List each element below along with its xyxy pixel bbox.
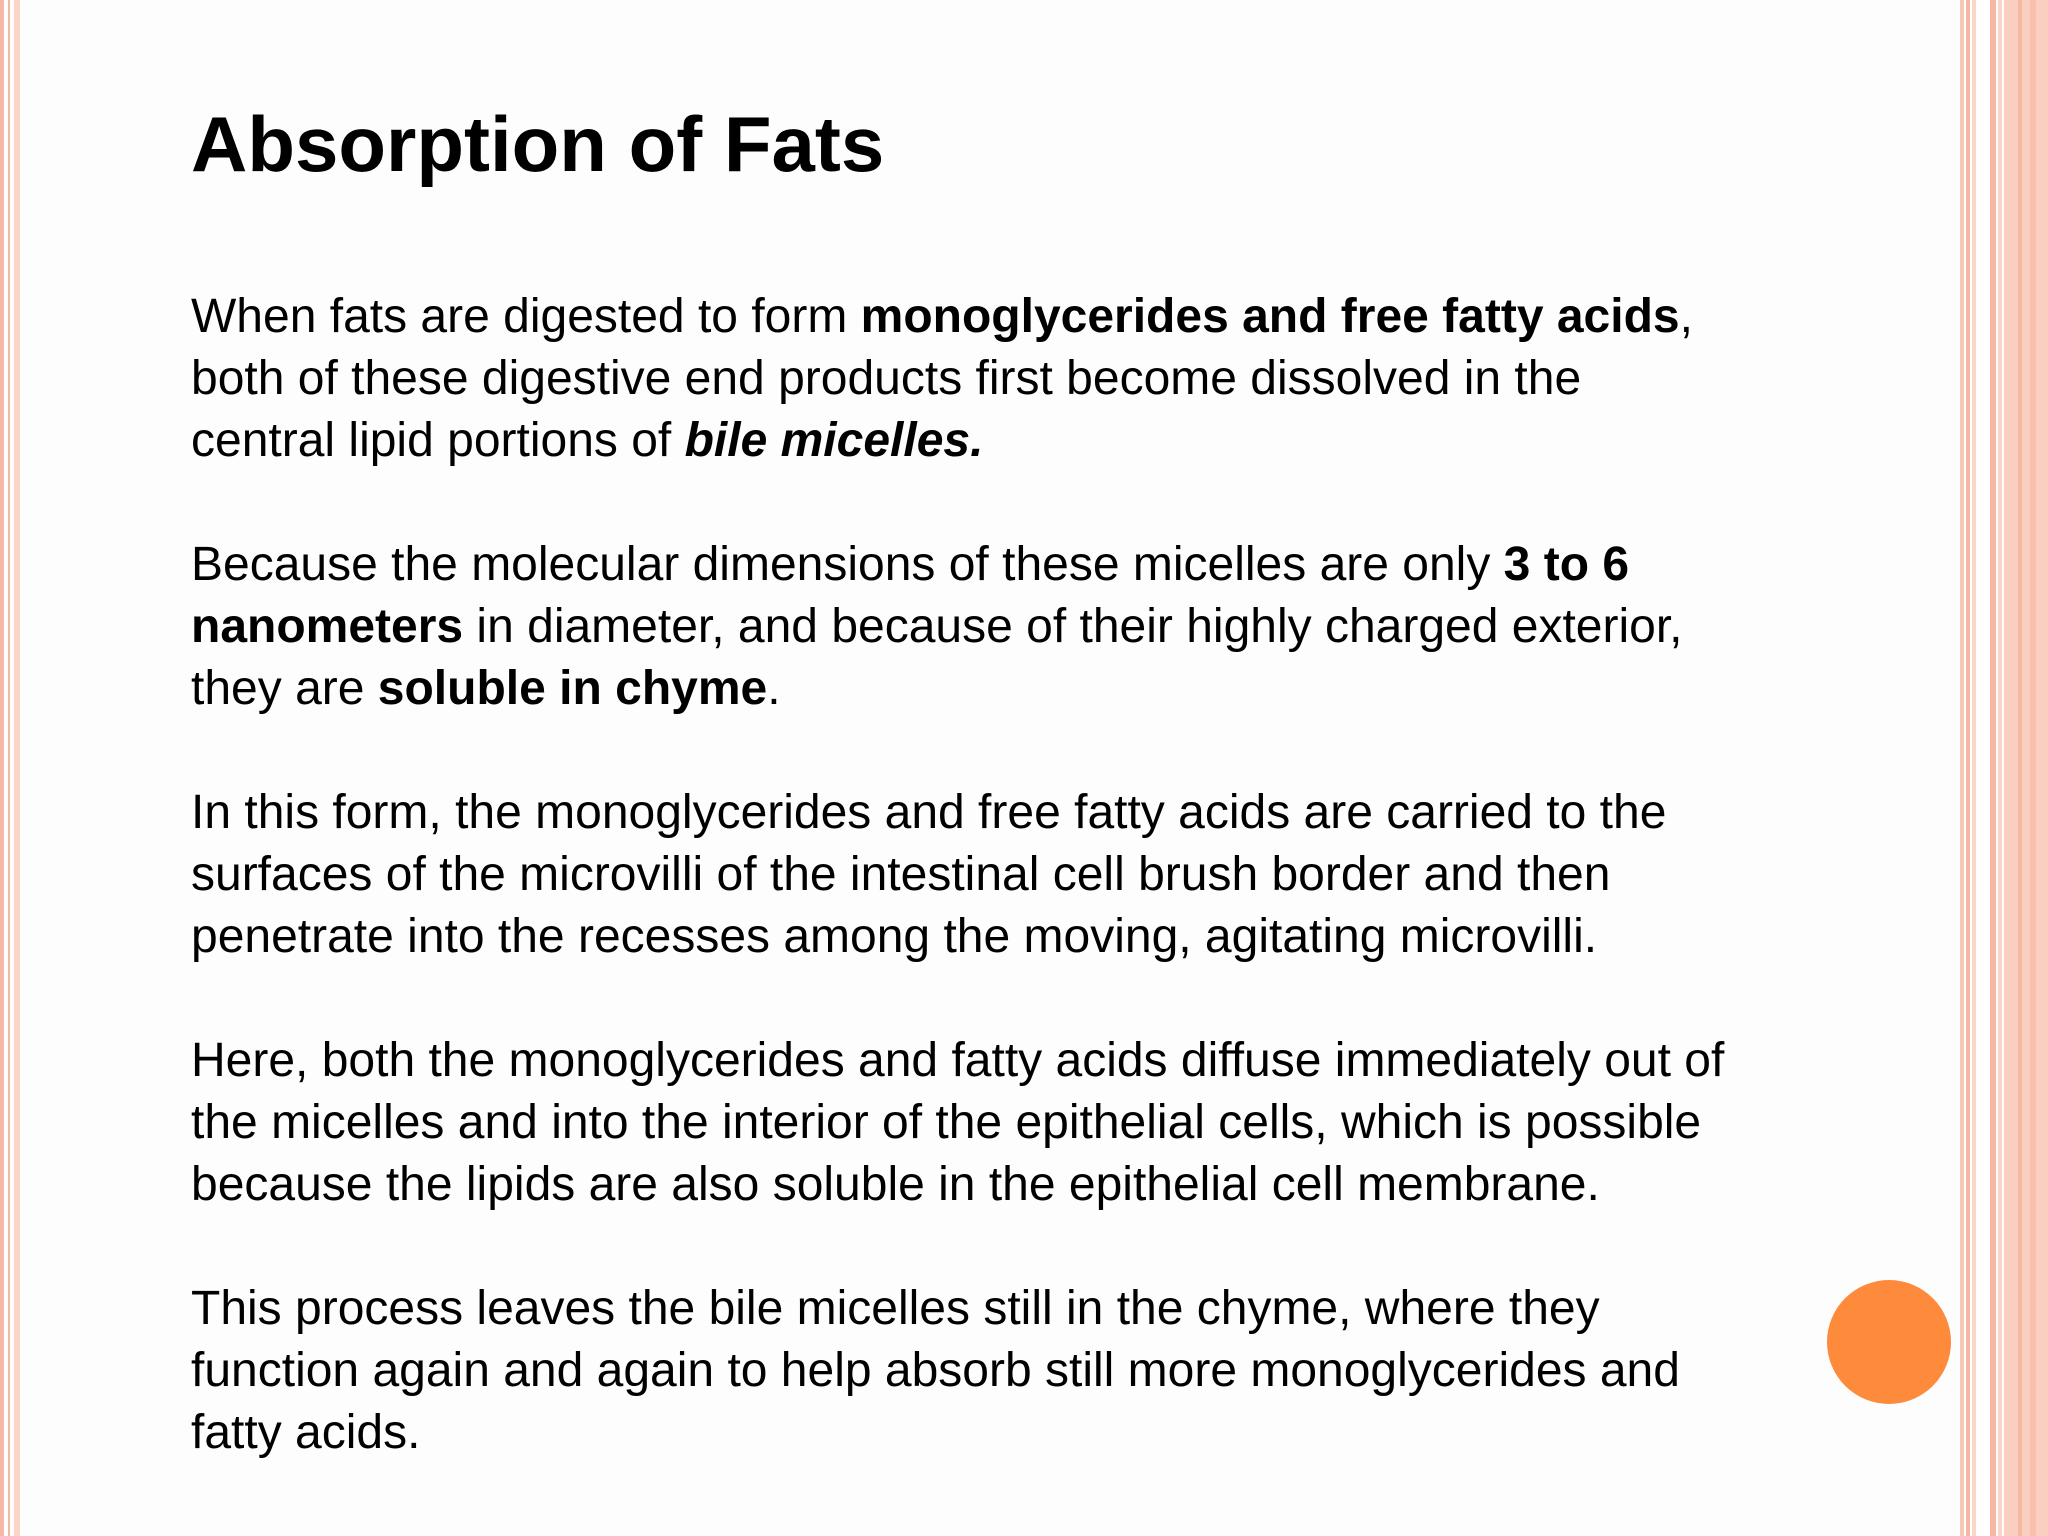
paragraph-line: because the lipids are also soluble in the epithelial cell membrane. xyxy=(191,1158,1600,1211)
left-border-line xyxy=(14,0,20,1536)
text-run-bold: monoglycerides and free fatty acids xyxy=(860,290,1680,343)
right-border-line xyxy=(2018,0,2022,1536)
paragraph-line: In this form, the monoglycerides and free fatty acids are carried to the xyxy=(191,786,1667,839)
slide-title: Absorption of Fats xyxy=(191,100,885,188)
left-border-line xyxy=(0,0,4,1536)
text-run-bold: nanometers xyxy=(191,600,464,653)
right-border-line xyxy=(1990,0,1996,1536)
paragraph-4 xyxy=(191,1030,1891,1216)
paragraph-line xyxy=(191,286,1891,348)
slide-body xyxy=(191,286,1891,1526)
text-run-bold: 3 to 6 xyxy=(1503,538,1630,591)
right-border-line xyxy=(1998,0,2002,1536)
paragraph-1 xyxy=(191,286,1891,472)
paragraph-line: both of these digestive end products first become dissolved in the xyxy=(191,352,1582,405)
right-border-gap xyxy=(1978,0,1990,1536)
paragraph-2 xyxy=(191,534,1891,720)
text-run-bold-italic: bile micelles. xyxy=(684,414,984,467)
right-border-line xyxy=(1960,0,1964,1536)
paragraph-3 xyxy=(191,782,1891,968)
text-run: they are xyxy=(191,662,378,715)
text-run: When fats are digested to form xyxy=(191,290,861,343)
paragraph-line xyxy=(191,596,1891,658)
paragraph-5 xyxy=(191,1278,1891,1464)
paragraph-line xyxy=(191,410,1891,472)
paragraph-line xyxy=(191,658,1891,720)
decorative-circle-icon xyxy=(1827,1280,1951,1404)
right-border-band xyxy=(2004,0,2048,1536)
right-border-line xyxy=(2030,0,2036,1536)
text-run: . xyxy=(767,662,781,715)
text-run: , xyxy=(1679,290,1693,343)
paragraph-line xyxy=(191,534,1891,596)
right-border-line xyxy=(1966,0,1970,1536)
paragraph-line: Here, both the monoglycerides and fatty acids diffuse immediately out of xyxy=(191,1034,1725,1087)
paragraph-line: function again and again to help absorb still more monoglycerides and xyxy=(191,1344,1680,1397)
paragraph-line: penetrate into the recesses among the moving, agitating microvilli. xyxy=(191,910,1598,963)
text-run: in diameter, and because of their highly charged exterior, xyxy=(463,600,1683,653)
text-run-bold: soluble in chyme xyxy=(377,662,768,715)
paragraph-line: This process leaves the bile micelles still in the chyme, where they xyxy=(191,1282,1600,1335)
paragraph-line: the micelles and into the interior of the epithelial cells, which is possible xyxy=(191,1096,1702,1149)
text-run: central lipid portions of xyxy=(191,414,685,467)
paragraph-line: surfaces of the microvilli of the intestinal cell brush border and then xyxy=(191,848,1611,901)
paragraph-line: fatty acids. xyxy=(191,1406,421,1459)
right-border-line xyxy=(1972,0,1976,1536)
left-border-line xyxy=(8,0,10,1536)
text-run: Because the molecular dimensions of these micelles are only xyxy=(191,538,1504,591)
